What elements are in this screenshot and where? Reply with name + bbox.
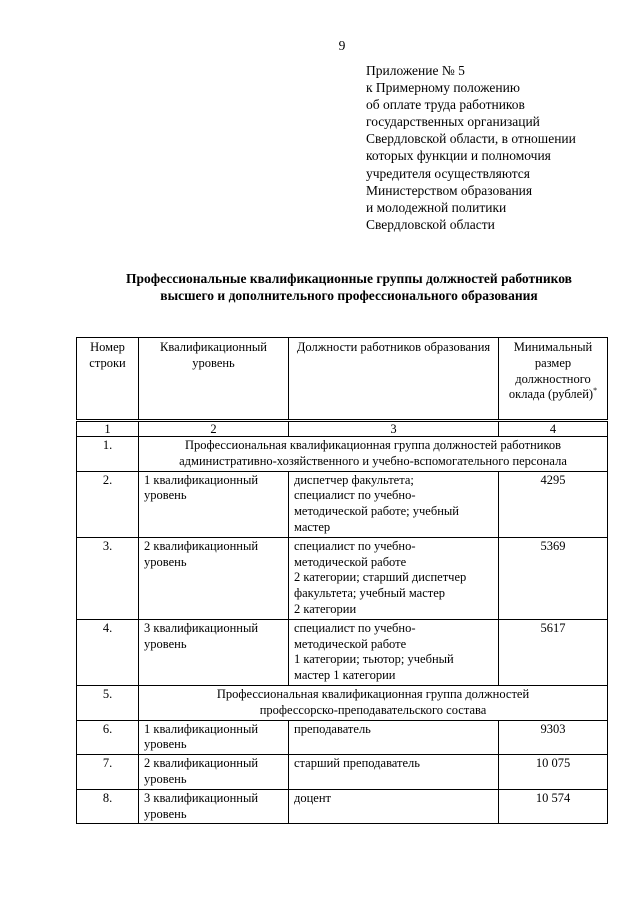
row-number-cell: 7. (77, 755, 139, 790)
header-positions: Должности работников образования (289, 338, 499, 421)
row-number-cell: 5. (77, 685, 139, 720)
row-number-cell: 6. (77, 720, 139, 755)
header-salary-text: Минимальный размер должностного оклада (рублей) (508, 340, 594, 402)
appendix-line: об оплате труда работников (366, 97, 525, 113)
appendix-line: учредителя осуществляются (366, 165, 530, 181)
positions-cell: доцент (289, 789, 499, 824)
salary-cell: 5617 (499, 619, 608, 685)
table-body (77, 338, 608, 824)
row-number-cell: 3. (77, 537, 139, 619)
appendix-line: Свердловской области, в отношении (366, 131, 576, 147)
column-number: 4 (499, 421, 608, 437)
appendix-caption (366, 62, 628, 233)
group-row (77, 437, 608, 472)
row-number-cell: 1. (77, 437, 139, 472)
table-header-row (77, 338, 608, 421)
level-cell: 1 квалификационный уровень (139, 471, 289, 537)
salary-cell: 4295 (499, 471, 608, 537)
level-cell: 2 квалификационный уровень (139, 755, 289, 790)
row-number-cell: 2. (77, 471, 139, 537)
qualification-table (76, 337, 608, 824)
appendix-line: Приложение № 5 (366, 63, 465, 78)
column-number: 2 (139, 421, 289, 437)
level-cell: 3 квалификационный уровень (139, 619, 289, 685)
document-title (60, 270, 638, 304)
salary-cell: 10 075 (499, 755, 608, 790)
appendix-line: которых функции и полномочия (366, 148, 551, 164)
appendix-line: Свердловской области (366, 216, 495, 232)
table-row (77, 619, 608, 685)
salary-cell: 5369 (499, 537, 608, 619)
appendix-line: Министерством образования (366, 182, 533, 198)
salary-cell: 10 574 (499, 789, 608, 824)
group-row (77, 685, 608, 720)
table-row (77, 720, 608, 755)
footnote-mark: * (593, 386, 598, 396)
column-number: 1 (77, 421, 139, 437)
table-row (77, 755, 608, 790)
positions-cell: преподаватель (289, 720, 499, 755)
page-number: 9 (338, 38, 346, 53)
column-number-row (77, 421, 608, 437)
column-number: 3 (289, 421, 499, 437)
table-row (77, 789, 608, 824)
appendix-line: к Примерному положению (366, 80, 520, 96)
appendix-line: государственных организаций (366, 114, 540, 130)
title-line: Профессиональные квалификационные группы должностей работников (126, 271, 572, 286)
row-number-cell: 4. (77, 619, 139, 685)
positions-cell: специалист по учебно- методической работе 2 категории; старший диспетчер факультета; учебный мастер 2 категории (289, 537, 499, 619)
group-title-cell: Профессиональная квалификационная группа должностей профессорско-преподавательского состава (139, 685, 608, 720)
header-level: Квалификационный уровень (139, 338, 289, 421)
row-number-cell: 8. (77, 789, 139, 824)
table-row (77, 471, 608, 537)
positions-cell: диспетчер факультета; специалист по учебно- методической работе; учебный мастер (289, 471, 499, 537)
level-cell: 2 квалификационный уровень (139, 537, 289, 619)
appendix-line: и молодежной политики (366, 199, 507, 215)
group-title-cell: Профессиональная квалификационная группа должностей работников административно-хозяйственного и учебно-вспомогательного персонала (139, 437, 608, 472)
positions-cell: старший преподаватель (289, 755, 499, 790)
salary-cell: 9303 (499, 720, 608, 755)
title-line: высшего и дополнительного профессионального образования (160, 288, 538, 303)
positions-cell: специалист по учебно- методической работе 1 категории; тьютор; учебный мастер 1 категории (289, 619, 499, 685)
header-row-number: Номер строки (77, 338, 139, 421)
table-row (77, 537, 608, 619)
level-cell: 1 квалификационный уровень (139, 720, 289, 755)
header-salary (499, 338, 608, 421)
level-cell: 3 квалификационный уровень (139, 789, 289, 824)
